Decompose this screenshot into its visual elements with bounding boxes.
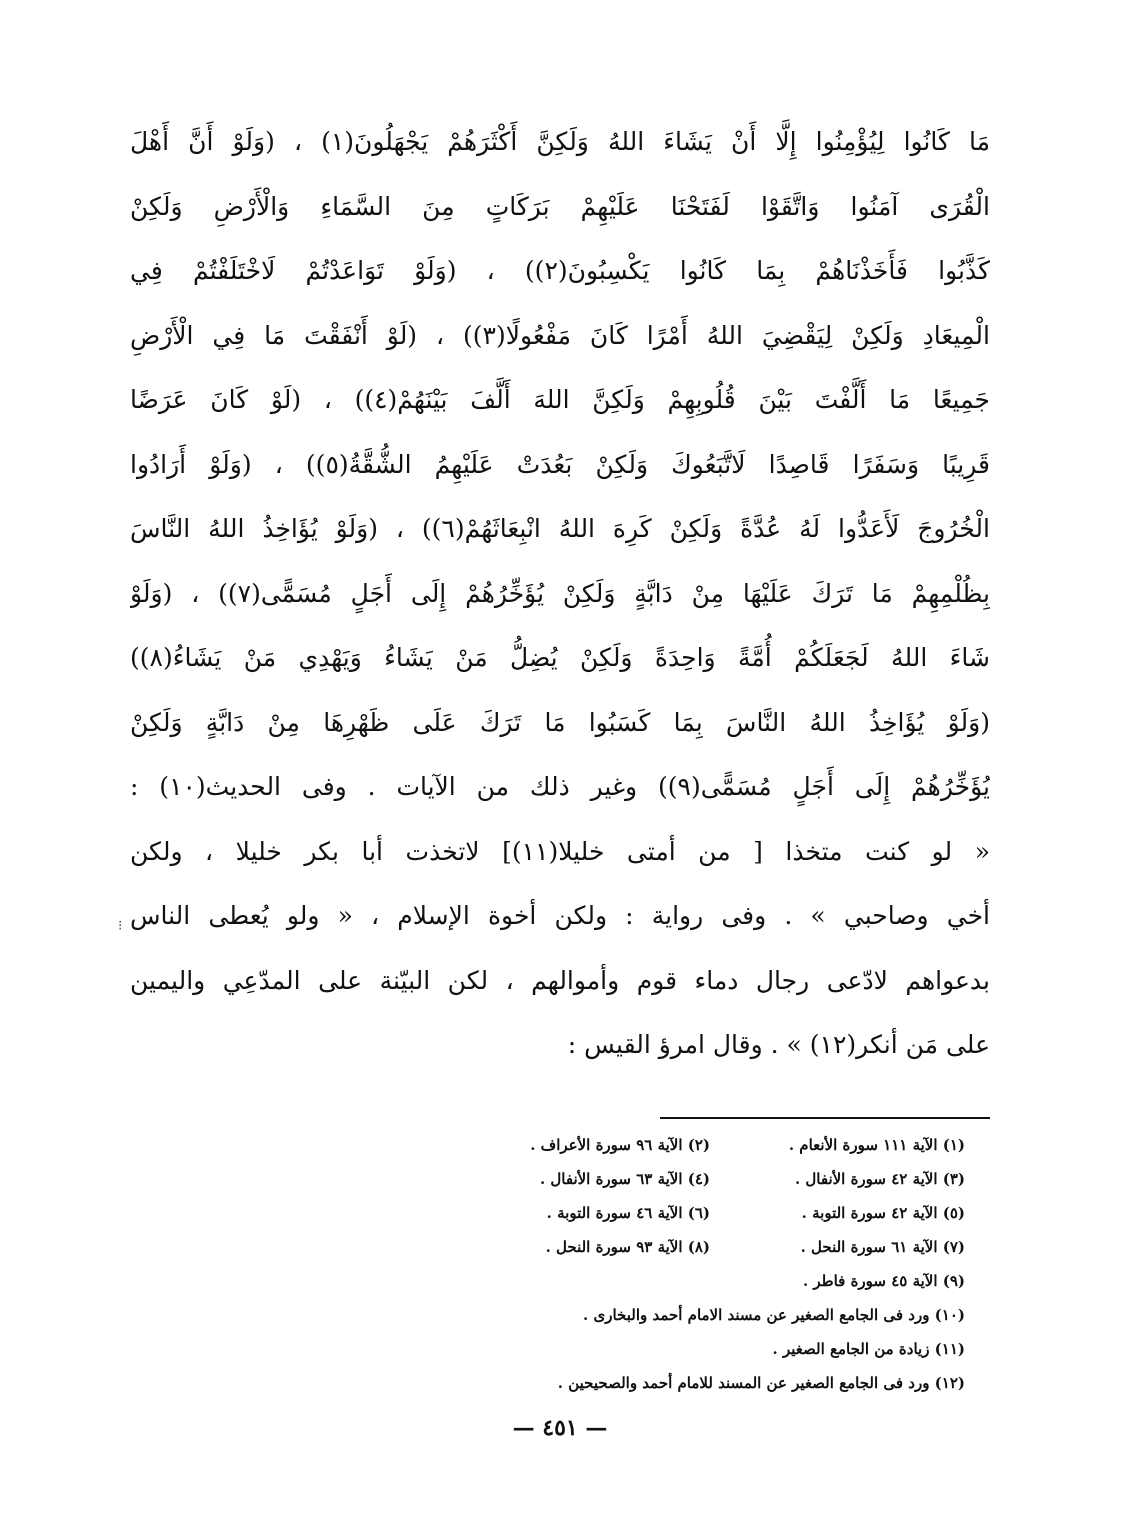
footnote-separator — [660, 1117, 990, 1119]
footnotes — [300, 1128, 965, 1400]
footnote: (١٠) ورد فى الجامع الصغير عن مسند الامام أحمد والبخارى . — [583, 1306, 965, 1324]
text-line: جَمِيعًا مَا أَلَّفْتَ بَيْنَ قُلُوبِهِمْ وَلَكِنَّ اللهَ أَلَّفَ بَيْنَهُمْ(٤)) ، (لَوْ كَانَ عَرَضًا — [130, 385, 990, 414]
footnote: (٧) الآية ٦١ سورة النحل . — [800, 1238, 965, 1256]
text-line: شَاءَ اللهُ لَجَعَلَكُمْ أُمَّةً وَاحِدَةً وَلَكِنْ يُضِلُّ مَنْ يَشَاءُ وَيَهْدِي مَنْ يَشَاءُ(٨)) — [130, 643, 990, 672]
footnote: (١) الآية ١١١ سورة الأنعام . — [788, 1136, 965, 1154]
footnote: (٤) الآية ٦٣ سورة الأنفال . — [539, 1170, 710, 1188]
text-line: الْخُرُوجَ لَأَعَدُّوا لَهُ عُدَّةً وَلَكِنْ كَرِهَ اللهُ انْبِعَاثَهُمْ(٦)) ، (وَلَوْ يُؤَاخِذُ اللهُ النَّاسَ — [130, 514, 990, 543]
text-line: أخي وصاحبي » . وفى رواية : ولكن أخوة الإسلام ، « ولو يُعطى الناس — [130, 901, 990, 930]
text-line: (وَلَوْ يُؤَاخِذُ اللهُ النَّاسَ بِمَا كَسَبُوا مَا تَرَكَ عَلَى ظَهْرِهَا مِنْ دَابَّةٍ وَلَكِنْ — [130, 707, 990, 737]
text-line: بدعواهم لادّعى رجال دماء قوم وأموالهم ، لكن البيّنة على المدّعِي واليمين — [130, 965, 990, 995]
text-line: مَا كَانُوا لِيُؤْمِنُوا إِلَّا أَنْ يَشَاءَ اللهُ وَلَكِنَّ أَكْثَرَهُمْ يَجْهَلُونَ(١) ، (وَلَوْ أَنَّ أَهْلَ — [130, 127, 990, 156]
text-line: الْقُرَى آمَنُوا وَاتَّقَوْا لَفَتَحْنَا عَلَيْهِمْ بَرَكَاتٍ مِنَ السَّمَاءِ وَالْأَرْضِ وَلَكِنْ — [130, 191, 990, 221]
footnote: (٣) الآية ٤٢ سورة الأنفال . — [794, 1170, 965, 1188]
footnote: (٥) الآية ٤٢ سورة التوبة . — [801, 1204, 965, 1222]
main-text-block — [130, 110, 990, 1078]
footnote: (٦) الآية ٤٦ سورة التوبة . — [546, 1204, 710, 1222]
margin-mark: ⁝ — [118, 918, 123, 934]
footnote-row — [300, 1162, 965, 1196]
footnote-row — [300, 1128, 965, 1162]
page-number: — ٤٥١ — — [512, 1415, 608, 1441]
footnote: (٢) الآية ٩٦ سورة الأعراف . — [530, 1136, 710, 1154]
footnote: (٩) الآية ٤٥ سورة فاطر . — [802, 1272, 965, 1290]
footnote-row — [300, 1196, 965, 1230]
text-line: الْمِيعَادِ وَلَكِنْ لِيَقْضِيَ اللهُ أَمْرًا كَانَ مَفْعُولًا(٣)) ، (لَوْ أَنْفَقْتَ مَا فِي الْأَرْضِ — [130, 320, 990, 350]
text-line: قَرِيبًا وَسَفَرًا قَاصِدًا لَاتَّبَعُوكَ وَلَكِنْ بَعُدَتْ عَلَيْهِمُ الشُّقَّةُ(٥)) ، (وَلَوْ أَرَادُوا — [130, 449, 990, 479]
footnote: (١٢) ورد فى الجامع الصغير عن المسند للامام أحمد والصحيحين . — [557, 1374, 965, 1392]
text-line: « لو كنت متخذا [ من أمتى خليلا(١١)] لاتخذت أبا بكر خليلا ، ولكن — [130, 836, 990, 866]
footnote-row — [300, 1230, 965, 1264]
text-line: على مَن أنكر(١٢) » . وقال امرؤ القيس : — [567, 1030, 990, 1059]
text-line: يُؤَخِّرُهُمْ إِلَى أَجَلٍ مُسَمًّى(٩)) وغير ذلك من الآيات . وفى الحديث(١٠) : — [130, 772, 990, 801]
text-line: بِظُلْمِهِمْ مَا تَرَكَ عَلَيْهَا مِنْ دَابَّةٍ وَلَكِنْ يُؤَخِّرُهُمْ إِلَى أَجَلٍ مُسَمًّى(٧)) ، (وَلَوْ — [130, 578, 990, 608]
footnote: (٨) الآية ٩٣ سورة النحل . — [545, 1238, 710, 1256]
footnote: (١١) زيادة من الجامع الصغير . — [772, 1340, 965, 1358]
text-line: كَذَّبُوا فَأَخَذْنَاهُمْ بِمَا كَانُوا يَكْسِبُونَ(٢)) ، (وَلَوْ تَوَاعَدْتُمْ لَاخْتَلَفْتُمْ فِي — [130, 256, 990, 285]
